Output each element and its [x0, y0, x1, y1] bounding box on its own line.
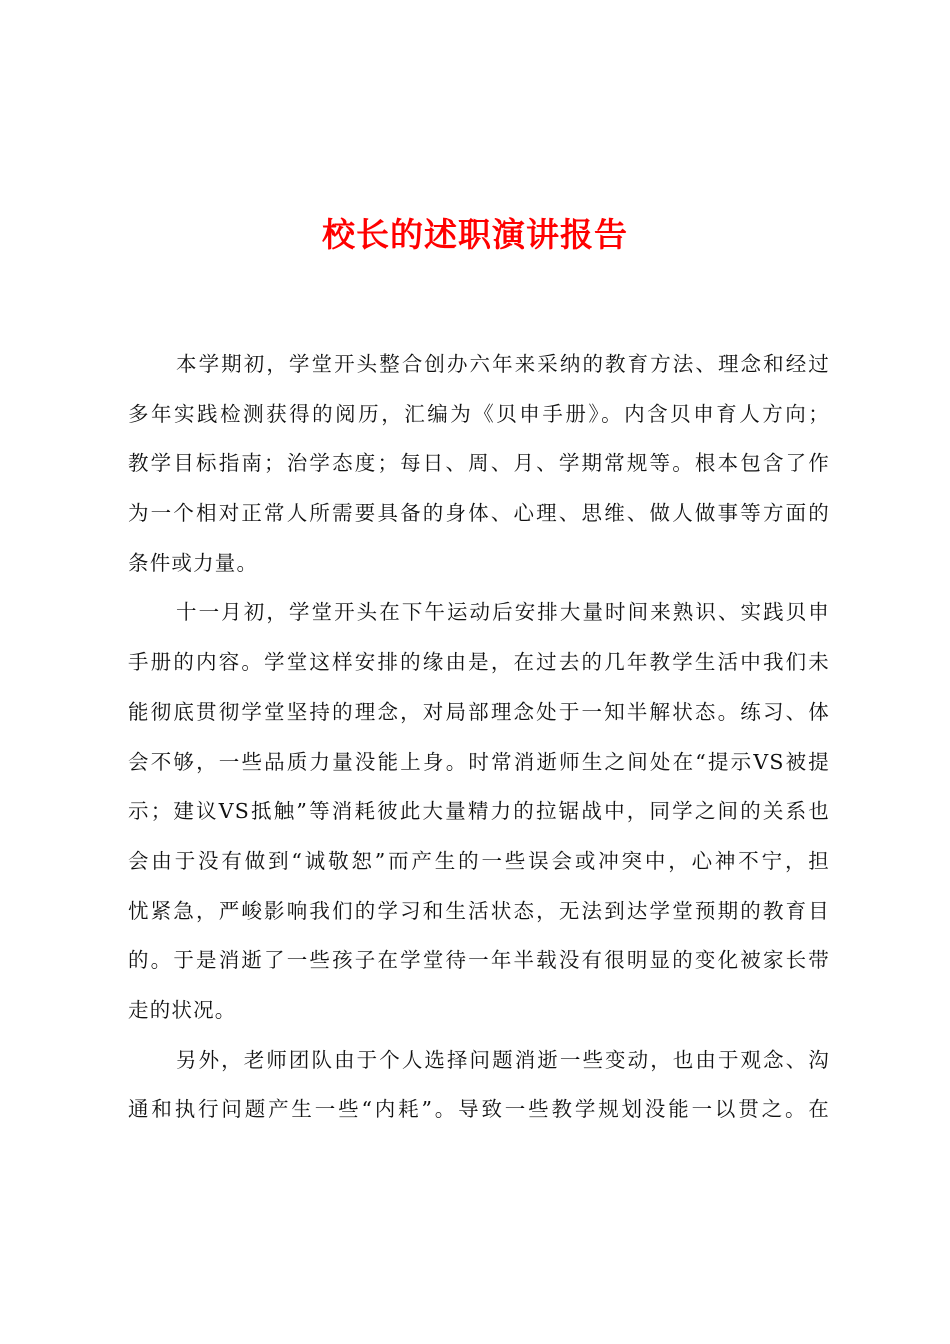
text-line: 忧紧急，严峻影响我们的学习和生活状态，无法到达学堂预期的教育目: [128, 898, 830, 923]
text-line: 示；建议VS抵触”等消耗彼此大量精力的拉锯战中，同学之间的关系也: [128, 799, 830, 824]
text-line: 通和执行问题产生一些“内耗”。导致一些教学规划没能一以贯之。在: [128, 1097, 830, 1122]
document-title: 校长的述职演讲报告: [322, 215, 628, 254]
text-line: 另外，老师团队由于个人选择问题消逝一些变动，也由于观念、沟: [176, 1047, 830, 1072]
text-line: 十一月初，学堂开头在下午运动后安排大量时间来熟识、实践贝申: [176, 600, 830, 625]
text-line: 多年实践检测获得的阅历，汇编为《贝申手册》。内含贝申育人方向；: [128, 401, 830, 426]
text-line: 走的状况。: [128, 997, 237, 1022]
text-line: 会不够，一些品质力量没能上身。时常消逝师生之间处在“提示VS被提: [128, 749, 830, 774]
paragraph: [128, 588, 830, 1035]
text-line: 会由于没有做到“诚敬恕”而产生的一些误会或冲突中，心神不宁，担: [128, 848, 830, 873]
text-line: 手册的内容。学堂这样安排的缘由是，在过去的几年教学生活中我们未: [128, 650, 830, 675]
document-body: [128, 340, 830, 1135]
paragraph: [128, 1036, 830, 1135]
text-line: 本学期初，学堂开头整合创办六年来采纳的教育方法、理念和经过: [176, 352, 830, 376]
text-line: 能彻底贯彻学堂坚持的理念，对局部理念处于一知半解状态。练习、体: [128, 699, 830, 724]
paragraph: [128, 340, 830, 588]
text-line: 教学目标指南；治学态度；每日、周、月、学期常规等。根本包含了作: [128, 451, 830, 476]
text-line: 为一个相对正常人所需要具备的身体、心理、思维、做人做事等方面的: [128, 501, 830, 526]
text-line: 条件或力量。: [128, 550, 259, 575]
text-line: 的。于是消逝了一些孩子在学堂待一年半载没有很明显的变化被家长带: [128, 948, 830, 973]
